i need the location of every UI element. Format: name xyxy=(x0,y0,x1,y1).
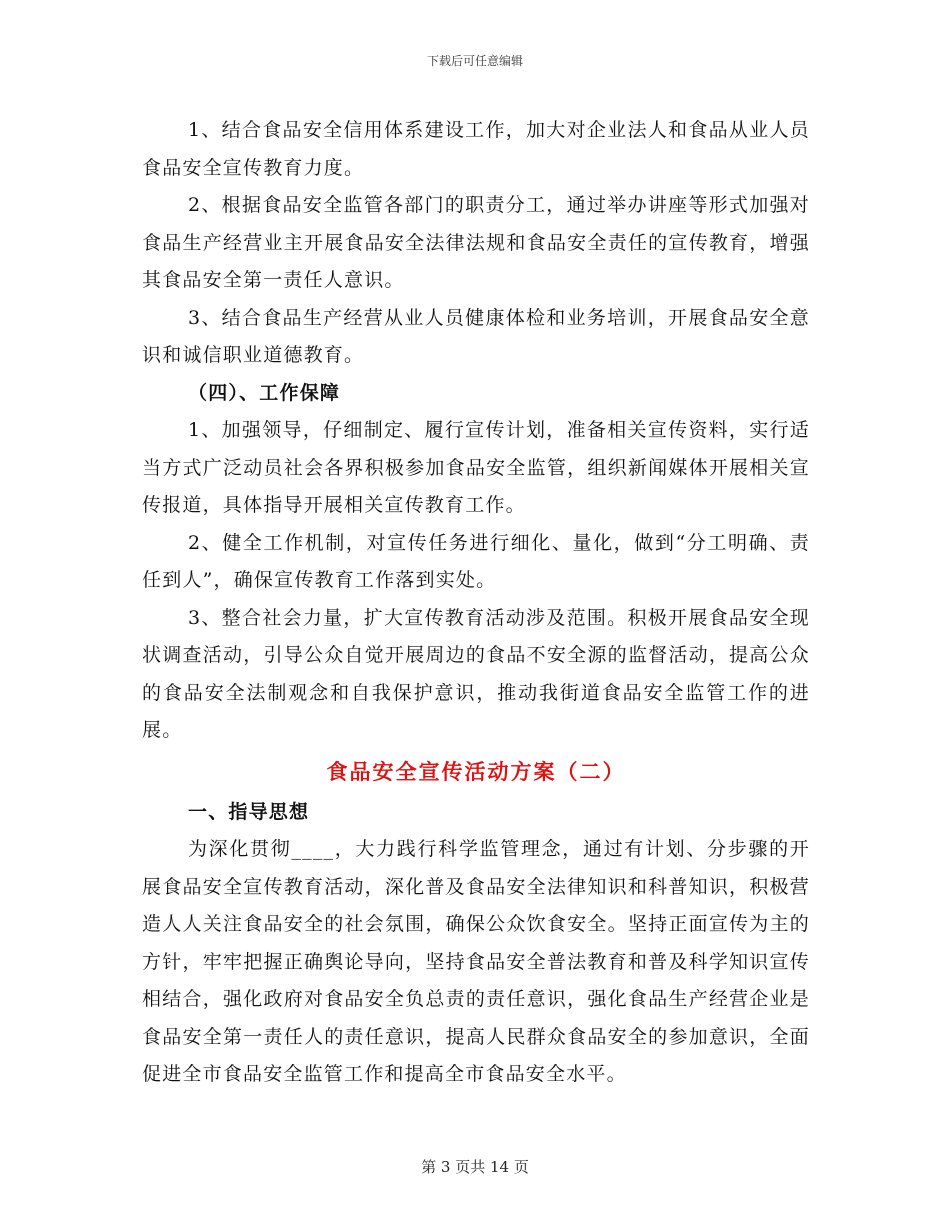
paragraph: 2、根据食品安全监管各部门的职责分工，通过举办讲座等形式加强对食品生产经营业主开展食品安全法律法规和食品安全责任的宣传教育，增强其食品安全第一责任人意识。 xyxy=(142,194,810,291)
section-heading: （四）、工作保障 xyxy=(188,381,341,404)
page-footer: 第 3 页共 14 页 xyxy=(421,1158,529,1176)
paragraph: 2、健全工作机制，对宣传任务进行细化、量化，做到“分工明确、责任到人”，确保宣传教育工作落到实处。 xyxy=(142,531,810,591)
document-title: 食品安全宣传活动方案（二） xyxy=(326,758,626,784)
paragraph: 为深化贯彻____，大力践行科学监管理念，通过有计划、分步骤的开展食品安全宣传教育活动，深化普及食品安全法律知识和科普知识，积极营造人人关注食品安全的社会氛围，确保公众饮食安全。坚持正面宣传为主的方针，牢牢把握正确舆论导向，坚持食品安全普法教育和普及科学知识宣传相结合，强化政府对食品安全负总责的责任意识，强化食品生产经营企业是食品安全第一责任人的责任意识，提高人民群众食品安全的参加意识，全面促进全市食品安全监管工作和提高全市食品安全水平。 xyxy=(142,838,810,1085)
page-header: 下载后可任意编辑 xyxy=(426,54,523,68)
paragraph: 3、整合社会力量，扩大宣传教育活动涉及范围。积极开展食品安全现状调查活动，引导公众自觉开展周边的食品不安全源的监督活动，提高公众的食品安全法制观念和自我保护意识，推动我街道食品安全监管工作的进展。 xyxy=(142,606,810,741)
paragraph: 1、结合食品安全信用体系建设工作，加大对企业法人和食品从业人员食品安全宣传教育力度。 xyxy=(142,119,810,179)
paragraph: 3、结合食品生产经营从业人员健康体检和业务培训，开展食品安全意识和诚信职业道德教育。 xyxy=(142,306,810,366)
section-heading: 一、指导思想 xyxy=(188,800,310,823)
document-body xyxy=(142,112,810,1094)
paragraph: 1、加强领导，仔细制定、履行宣传计划，准备相关宣传资料，实行适当方式广泛动员社会各界积极参加食品安全监管，组织新闻媒体开展相关宣传报道，具体指导开展相关宣传教育工作。 xyxy=(142,419,810,516)
